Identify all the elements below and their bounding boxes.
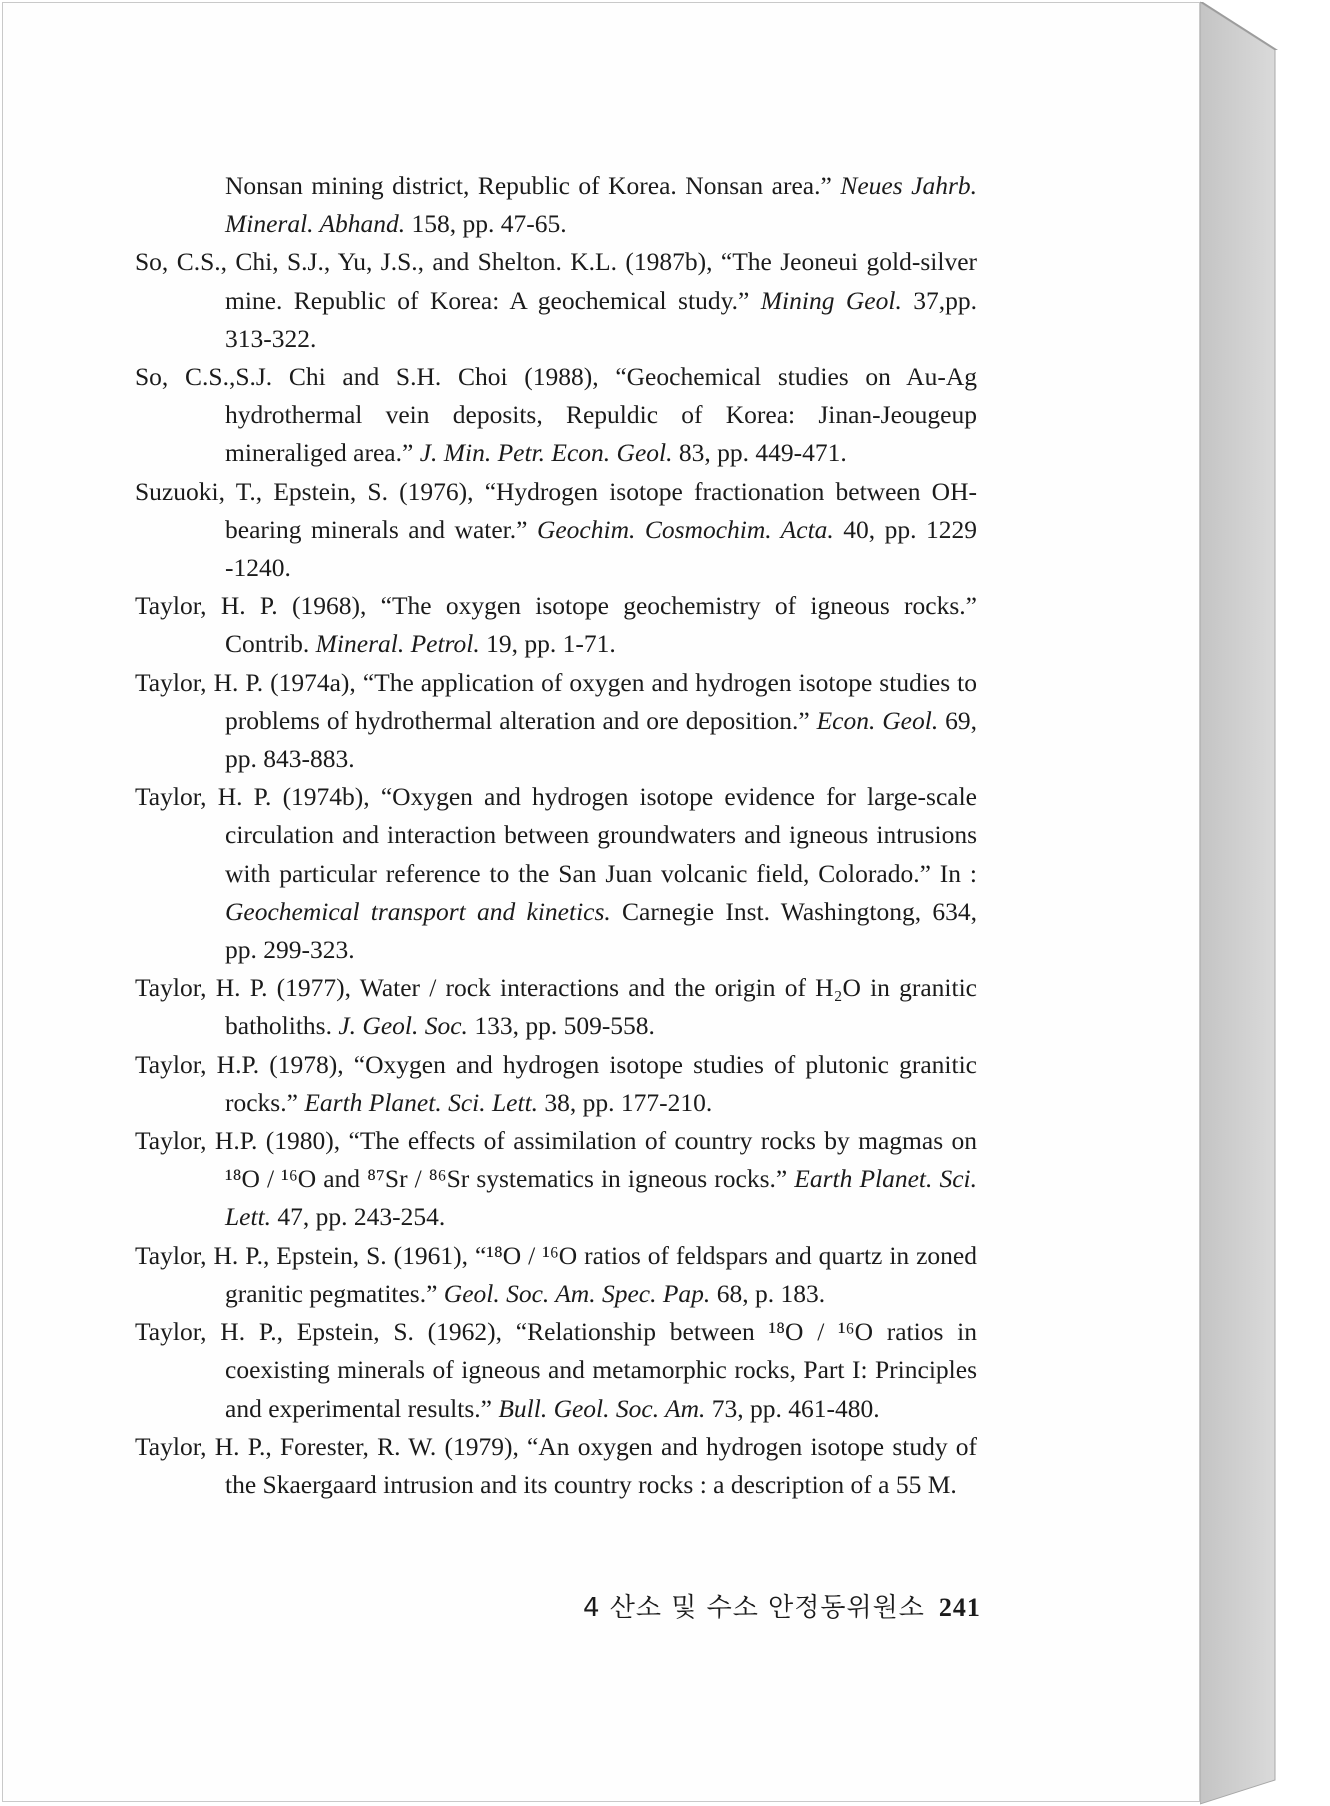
journal-name: Earth Planet. Sci. Lett.	[304, 1087, 539, 1117]
reference-entry	[135, 358, 977, 473]
reference-authors: Taylor, H. P. (1968),	[135, 591, 381, 621]
page-footer	[583, 1587, 981, 1624]
reference-authors: Taylor, H.P. (1978),	[135, 1049, 354, 1079]
reference-text: Nonsan mining district, Republic of Korea. Nonsan area.”	[225, 171, 841, 200]
reference-authors: Taylor, H. P. (1977),	[135, 973, 360, 1003]
reference-entry	[135, 1237, 977, 1313]
reference-text: “Hydrogen isotope fractionation between OH-bearing minerals and water.”	[225, 476, 977, 544]
reference-text: “Geochemical studies on Au-Ag hydrothermal vein deposits, Repuldic of Korea: Jinan-Jeougeup mineraliged area.”	[225, 362, 978, 468]
journal-name: Geochemical transport and kinetics.	[225, 896, 611, 926]
reference-text: 37,pp. 313-322.	[225, 285, 978, 353]
reference-text: “Relationship between ¹⁸O / ¹⁶O ratios in coexisting minerals of igneous and metamorphic rocks, Part I: Principles and experimental results.”	[225, 1317, 977, 1423]
book-spine	[1200, 0, 1330, 1806]
journal-name: Geochim. Cosmochim. Acta.	[536, 514, 834, 544]
reference-text: 158, pp. 47-65.	[405, 209, 567, 239]
book-page	[2, 2, 1200, 1802]
journal-name: Neues Jahrb. Mineral. Abhand.	[225, 171, 977, 239]
journal-name: J. Geol. Soc.	[338, 1011, 468, 1041]
reference-authors: So, C.S.,S.J. Chi and S.H. Choi (1988),	[135, 362, 616, 392]
reference-entry	[135, 969, 977, 1045]
reference-text: 68, p. 183.	[710, 1278, 826, 1308]
reference-authors: Taylor, H. P., Forester, R. W. (1979),	[135, 1431, 528, 1461]
journal-name: Geol. Soc. Am. Spec. Pap.	[443, 1278, 711, 1308]
running-head: 4 산소 및 수소 안정동위원소	[583, 1593, 925, 1623]
reference-text: “The application of oxygen and hydrogen isotope studies to problems of hydrothermal alteration and ore deposition.”	[225, 667, 977, 735]
reference-text: “An oxygen and hydrogen isotope study of the Skaergaard intrusion and its country rocks : a description of a 55 M.	[225, 1431, 977, 1499]
reference-authors: Taylor, H. P., Epstein, S. (1962),	[135, 1317, 516, 1347]
journal-name: J. Min. Petr. Econ. Geol.	[419, 438, 673, 468]
reference-entry	[135, 664, 977, 779]
reference-entry	[135, 1428, 977, 1504]
reference-list	[135, 167, 977, 1504]
reference-entry	[135, 243, 977, 358]
journal-name: Bull. Geol. Soc. Am.	[498, 1393, 706, 1423]
reference-text: “The effects of assimilation of country rocks by magmas on ¹⁸O / ¹⁶O and ⁸⁷Sr / ⁸⁶Sr systematics in igneous rocks.”	[225, 1126, 977, 1194]
reference-text: 133, pp. 509-558.	[467, 1011, 655, 1041]
reference-entry	[135, 473, 977, 588]
page-number: 241	[938, 1593, 981, 1622]
reference-entry	[135, 1046, 977, 1122]
reference-text: Water / rock interactions and the origin of H₂O in granitic batholiths.	[225, 973, 978, 1041]
journal-name: Earth Planet. Sci. Lett.	[225, 1164, 977, 1232]
reference-entry	[135, 1313, 977, 1428]
reference-text: 83, pp. 449-471.	[672, 438, 847, 468]
reference-text: 40, pp. 1229 -1240.	[225, 514, 977, 583]
reference-authors: So, C.S., Chi, S.J., Yu, J.S., and Shelton. K.L. (1987b),	[135, 247, 721, 277]
reference-text: 69, pp. 843-883.	[225, 705, 977, 774]
reference-authors: Taylor, H. P. (1974b),	[135, 782, 381, 812]
reference-entry	[135, 778, 977, 969]
reference-authors: Taylor, H. P., Epstein, S. (1961),	[135, 1240, 475, 1270]
journal-name: Mineral. Petrol.	[315, 629, 480, 659]
reference-text: “Oxygen and hydrogen isotope evidence for large-scale circulation and interaction between groundwaters and igneous intrusions with particular reference to the San Juan volcanic field, Colorado.” In :	[225, 782, 977, 888]
reference-entry	[135, 167, 977, 243]
reference-authors: Taylor, H.P. (1980),	[135, 1126, 349, 1156]
reference-text: 19, pp. 1-71.	[479, 629, 616, 659]
reference-text: “The oxygen isotope geochemistry of igneous rocks.” Contrib.	[225, 591, 977, 659]
reference-text: 73, pp. 461-480.	[705, 1393, 880, 1423]
reference-text: 38, pp. 177-210.	[538, 1087, 713, 1117]
reference-text: Carnegie Inst. Washingtong, 634, pp. 299-323.	[225, 896, 977, 965]
reference-text: “Oxygen and hydrogen isotope studies of plutonic granitic rocks.”	[225, 1049, 977, 1117]
reference-entry	[135, 1122, 977, 1237]
journal-name: Econ. Geol.	[816, 705, 939, 735]
reference-text: “¹⁸O / ¹⁶O ratios of feldspars and quartz in zoned granitic pegmatites.”	[225, 1240, 977, 1308]
reference-entry	[135, 587, 977, 663]
journal-name: Mining Geol.	[760, 285, 902, 315]
reference-authors: Suzuoki, T., Epstein, S. (1976),	[135, 476, 485, 506]
reference-text: 47, pp. 243-254.	[271, 1202, 446, 1232]
reference-text: “The Jeoneui gold-silver mine. Republic of Korea: A geochemical study.”	[225, 247, 977, 315]
reference-authors: Taylor, H. P. (1974a),	[135, 667, 363, 697]
